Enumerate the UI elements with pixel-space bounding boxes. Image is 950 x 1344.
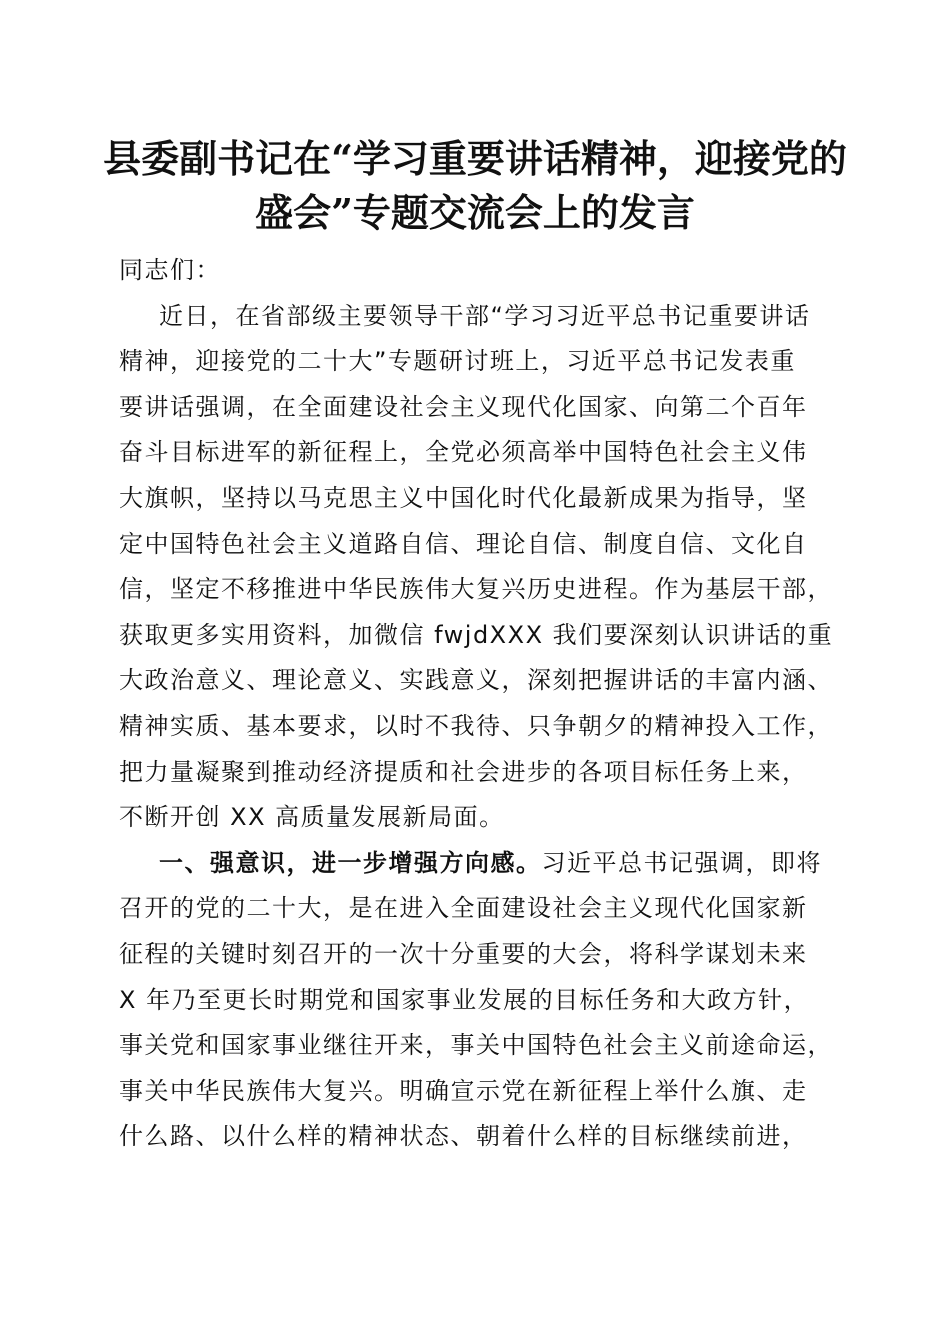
- text-line: 要讲话强调，在全面建设社会主义现代化国家、向第二个百年: [119, 392, 808, 421]
- text-line: 事关党和国家事业继往开来，事关中国特色社会主义前途命运，: [119, 1031, 833, 1060]
- text-line: 召开的党的二十大，是在进入全面建设社会主义现代化国家新: [119, 894, 808, 923]
- title-line-1: 县委副书记在“学习重要讲话精神，迎接党的: [103, 136, 847, 181]
- document-body: [119, 248, 839, 1160]
- text-line: 大政治意义、理论意义、实践意义，深刻把握讲话的丰富内涵、: [119, 666, 833, 695]
- text-line: 信，坚定不移推进中华民族伟大复兴历史进程。作为基层干部，: [119, 575, 833, 604]
- text-line: 征程的关键时刻召开的一次十分重要的大会，将科学谋划未来: [119, 939, 808, 968]
- salutation: 同志们：: [119, 256, 221, 284]
- text-line: 事关中华民族伟大复兴。明确宣示党在新征程上举什么旗、走: [119, 1076, 808, 1105]
- document-title: [100, 132, 850, 240]
- text-line: 大旗帜，坚持以马克思主义中国化时代化最新成果为指导，坚: [119, 483, 808, 512]
- text-line: 定中国特色社会主义道路自信、理论自信、制度自信、文化自: [119, 529, 808, 558]
- paragraph-intro: [119, 294, 839, 841]
- section-1-first-line: [119, 841, 839, 887]
- text-line: 奋斗目标进军的新征程上，全党必须高举中国特色社会主义伟: [119, 438, 808, 467]
- text-line: 什么路、以什么样的精神状态、朝着什么样的目标继续前进，: [119, 1122, 808, 1151]
- text-line: 精神，迎接党的二十大”专题研讨班上，习近平总书记发表重: [119, 347, 796, 376]
- text-line: 近日，在省部级主要领导干部“学习习近平总书记重要讲话: [159, 301, 811, 330]
- section-1-heading: 一、强意识，进一步增强方向感。: [159, 848, 542, 877]
- section-1-first-line-text: 习近平总书记强调，即将: [541, 848, 822, 877]
- text-line: 精神实质、基本要求，以时不我待、只争朝夕的精神投入工作，: [119, 711, 833, 740]
- text-line: 获取更多实用资料，加微信 fwjdXXX 我们要深刻认识讲话的重: [119, 620, 834, 649]
- text-line: X 年乃至更长时期党和国家事业发展的目标任务和大政方针，: [119, 985, 810, 1014]
- text-line: 把力量凝聚到推动经济提质和社会进步的各项目标任务上来，: [119, 757, 808, 786]
- text-line: 不断开创 XX 高质量发展新局面。: [119, 803, 505, 832]
- title-line-2: 盛会”专题交流会上的发言: [255, 190, 695, 235]
- section-1: [119, 841, 839, 1160]
